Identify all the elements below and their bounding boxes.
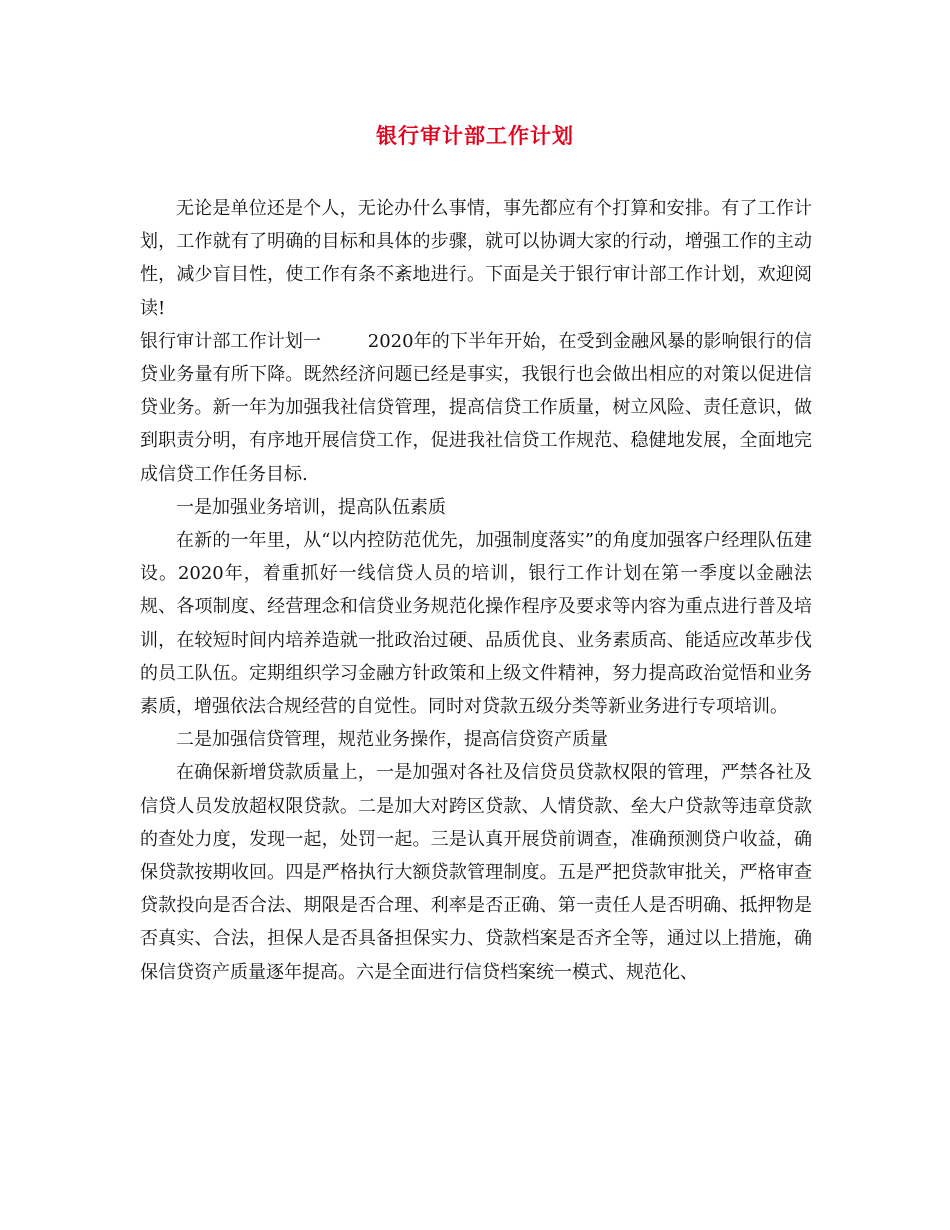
document-title: 银行审计部工作计划: [376, 123, 574, 148]
heading-credit-management: 二是加强信贷管理，规范业务操作，提高信贷资产质量: [176, 729, 608, 751]
paragraph-intro: 无论是单位还是个人，无论办什么事情，事先都应有个打算和安排。有了工作计划，工作就有了明确的目标和具体的步骤，就可以协调大家的行动，增强工作的主动性，减少盲目性，使工作有条不紊地进行。下面是关于银行审计部工作计划，欢迎阅读!: [140, 198, 812, 319]
document-body: [140, 192, 812, 989]
paragraph-plan-one: 银行审计部工作计划一 2020年的下半年开始，在受到金融风暴的影响银行的信贷业务量有所下降。既然经济问题已经是事实，我银行也会做出相应的对策以促进信贷业务。新一年为加强我社信贷管理，提高信贷工作质量，树立风险、责任意识，做到职责分明，有序地开展信贷工作，促进我社信贷工作规范、稳健地发展，全面地完成信贷工作任务目标.: [140, 330, 812, 485]
heading-training: 一是加强业务培训，提高队伍素质: [176, 496, 446, 518]
paragraph-credit-management: 在确保新增贷款质量上，一是加强对各社及信贷员贷款权限的管理，严禁各社及信贷人员发放超权限贷款。二是加大对跨区贷款、人情贷款、垒大户贷款等违章贷款的查处力度，发现一起，处罚一起。三是认真开展贷前调查，准确预测贷户收益，确保贷款按期收回。四是严格执行大额贷款管理制度。五是严把贷款审批关，严格审查贷款投向是否合法、期限是否合理、利率是否正确、第一责任人是否明确、抵押物是否真实、合法，担保人是否具备担保实力、贷款档案是否齐全等，通过以上措施，确保信贷资产质量逐年提高。六是全面进行信贷档案统一模式、规范化、: [140, 762, 812, 983]
paragraph-training: 在新的一年里，从“以内控防范优先，加强制度落实”的角度加强客户经理队伍建设。2020年，着重抓好一线信贷人员的培训，银行工作计划在第一季度以金融法规、各项制度、经营理念和信贷业务规范化操作程序及要求等内容为重点进行普及培训，在较短时间内培养造就一批政治过硬、品质优良、业务素质高、能适应改革步伐的员工队伍。定期组织学习金融方针政策和上级文件精神，努力提高政治觉悟和业务素质，增强依法合规经营的自觉性。同时对贷款五级分类等新业务进行专项培训。: [140, 530, 812, 718]
